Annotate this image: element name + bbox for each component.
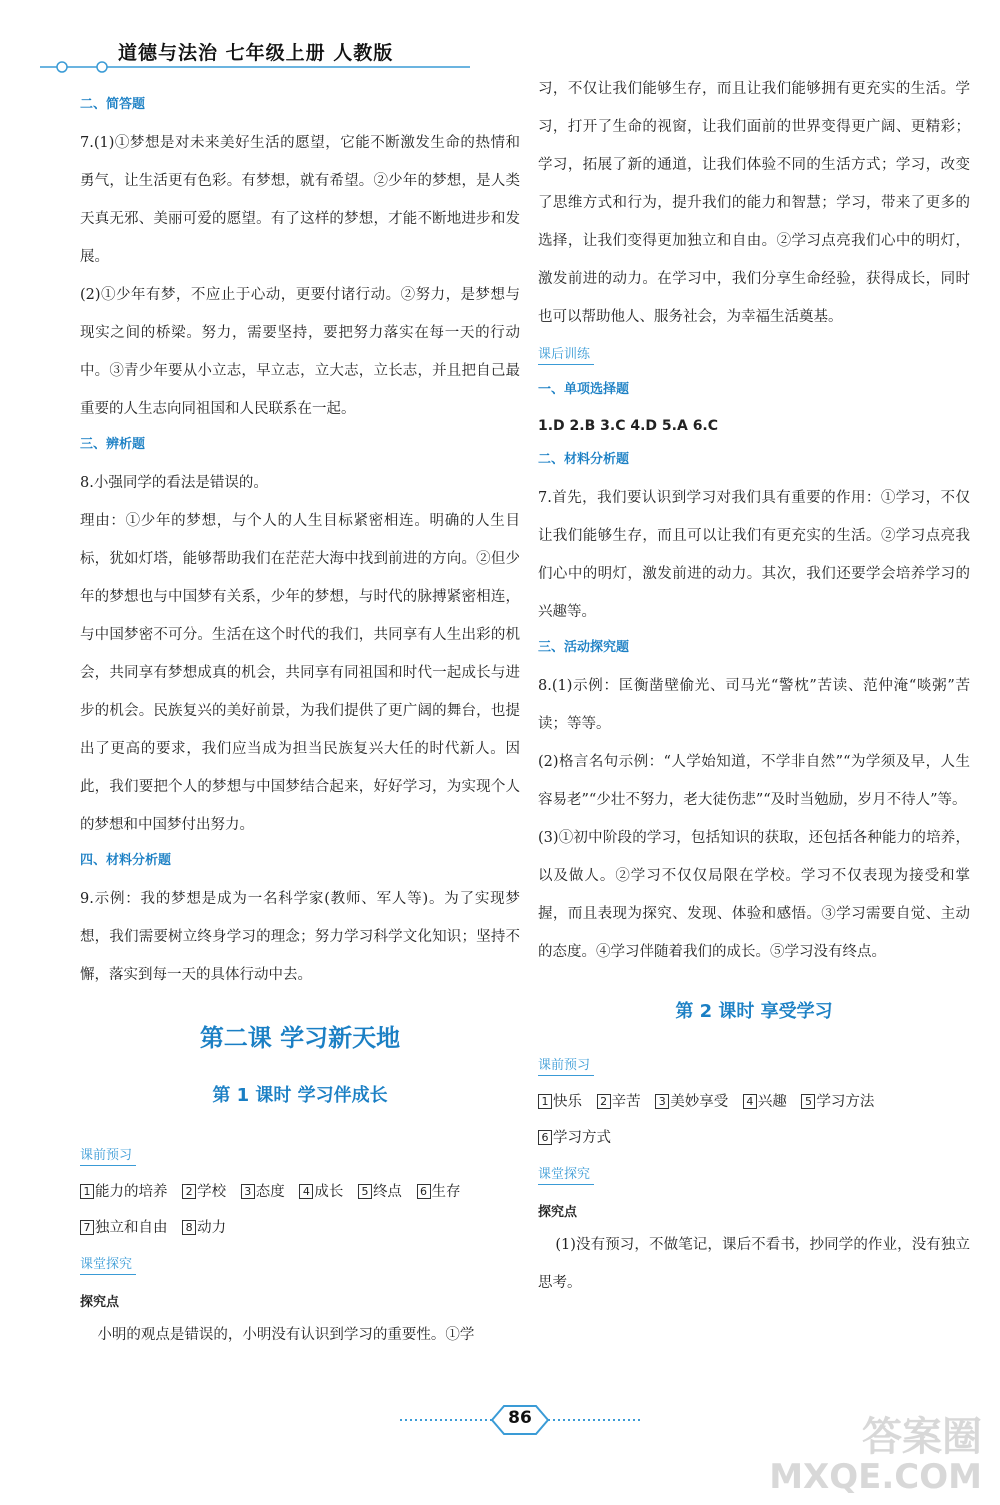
preview-item: 7 独立和自由 <box>80 1220 168 1236</box>
answer-8-1: 8.(1)示例：匡衡凿壁偷光、司马光“警枕”苦读、范仲淹“啖粥”苦读；等等。 <box>538 678 970 732</box>
preview-label: 课前预习 <box>538 1057 594 1076</box>
explore-answer-cont: 习，不仅让我们能够生存，而且让我们能够拥有更充实的生活。学习，打开了生命的视窗，让我们面前的世界变得更广阔、更精彩；学习，拓展了新的通道，让我们体验不同的生活方式；学习，改变了思维方式和行为，提升我们的能力和智慧；学习，带来了更多的选择，让我们变得更加独立和自由。②学习点亮我们心中的明灯，激发前进的动力。在学习中，我们分享生命经验，获得成长，同时也可以帮助他人、服务社会，为幸福生活奠基。 <box>538 81 970 325</box>
answer-7-1: 7.(1)①梦想是对未来美好生活的愿望，它能不断激发生命的热情和勇气，让生活更有色彩。有梦想，就有希望。②少年的梦想，是人类天真无邪、美丽可爱的愿望。有了这样的梦想，才能不断地进步和发展。 <box>80 135 520 265</box>
section-heading: 三、辨析题 <box>80 437 146 452</box>
preview-item: 6 生存 <box>417 1184 461 1200</box>
explore-answer: 小明的观点是错误的，小明没有认识到学习的重要性。①学 <box>97 1327 475 1343</box>
watermark: 答案圈 MXQE.COM <box>769 1414 982 1497</box>
preview-item: 1 快乐 <box>538 1094 582 1110</box>
preview-item: 8 动力 <box>182 1220 226 1236</box>
preview-item: 6 学习方式 <box>538 1130 611 1146</box>
answer-8-3: (3)①初中阶段的学习，包括知识的获取，还包括各种能力的培养，以及做人。②学习不仅仅局限在学校。学习不仅表现为接受和掌握，而且表现为探究、发现、体验和感悟。③学习需要自觉、主动的态度。④学习伴随着我们的成长。⑤学习没有终点。 <box>538 830 970 960</box>
answer-8: 8.小强同学的看法是错误的。 <box>80 475 268 491</box>
period-title: 第 1 课时 学习伴成长 <box>212 1085 388 1106</box>
answer-7: 7.首先，我们要认识到学习对我们具有重要的作用：①学习，不仅让我们能够生存，而且可以让我们有更充实的生活。②学习点亮我们心中的明灯，激发前进的动力。其次，我们还要学会培养学习的兴趣等。 <box>538 490 970 620</box>
header-rule <box>40 60 480 74</box>
section-heading: 二、材料分析题 <box>538 452 630 467</box>
header-title: 道德与法治 七年级上册 人教版 <box>118 42 394 64</box>
after-class-label: 课后训练 <box>538 346 594 365</box>
lesson-title: 第二课 学习新天地 <box>199 1024 401 1052</box>
preview-item: 5 学习方法 <box>801 1094 874 1110</box>
page-number-badge <box>400 1400 600 1440</box>
explore-answer: (1)没有预习，不做笔记，课后不看书，抄同学的作业，没有独立思考。 <box>538 1237 970 1291</box>
preview-item: 3 态度 <box>241 1184 285 1200</box>
preview-label: 课前预习 <box>80 1147 136 1166</box>
preview-item: 2 辛苦 <box>597 1094 641 1110</box>
left-column <box>80 88 520 1354</box>
preview-item: 1 能力的培养 <box>80 1184 168 1200</box>
preview-item: 5 终点 <box>358 1184 402 1200</box>
choice-answers: 1.D 2.B 3.C 4.D 5.A 6.C <box>538 418 719 434</box>
section-heading: 三、活动探究题 <box>538 640 630 655</box>
right-column <box>538 81 970 1302</box>
answer-7-2: (2)①少年有梦，不应止于心动，更要付诸行动。②努力，是梦想与现实之间的桥梁。努力，需要坚持，要把努力落实在每一天的行动中。③青少年要从小立志，早立志，立大志，立长志，并且把自己最重要的人生志向同祖国和人民联系在一起。 <box>80 287 520 417</box>
explore-label: 课堂探究 <box>538 1166 594 1185</box>
preview-answers <box>538 1084 970 1156</box>
preview-answers <box>80 1174 520 1246</box>
page-number: 86 <box>508 1408 532 1428</box>
answer-9: 9.示例：我的梦想是成为一名科学家(教师、军人等)。为了实现梦想，我们需要树立终身学习的理念；努力学习科学文化知识；坚持不懈，落实到每一天的具体行动中去。 <box>80 891 520 983</box>
preview-item: 4 兴趣 <box>743 1094 787 1110</box>
preview-item: 4 成长 <box>299 1184 343 1200</box>
section-heading: 四、材料分析题 <box>80 853 172 868</box>
answer-8-2: (2)格言名句示例：“人学始知道，不学非自然”“为学须及早，人生容易老”“少壮不努力，老大徒伤悲”“及时当勉励，岁月不待人”等。 <box>538 754 970 808</box>
explore-point-tag: 探究点 <box>80 1295 120 1310</box>
explore-point-tag: 探究点 <box>538 1205 578 1220</box>
running-header <box>40 30 480 80</box>
preview-item: 2 学校 <box>182 1184 226 1200</box>
answer-8-reason: 理由：①少年的梦想，与个人的人生目标紧密相连。明确的人生目标，犹如灯塔，能够帮助我们在茫茫大海中找到前进的方向。②但少年的梦想也与中国梦有关系，少年的梦想，与时代的脉搏紧密相连，与中国梦密不可分。生活在这个时代的我们，共同享有人生出彩的机会，共同享有梦想成真的机会，共同享有同祖国和时代一起成长与进步的机会。民族复兴的美好前景，为我们提供了更广阔的舞台，也提出了更高的要求，我们应当成为担当民族复兴大任的时代新人。因此，我们要把个人的梦想与中国梦结合起来，好好学习，为实现个人的梦想和中国梦付出努力。 <box>80 513 520 833</box>
preview-item: 3 美妙享受 <box>655 1094 728 1110</box>
section-heading: 一、单项选择题 <box>538 382 630 397</box>
explore-label: 课堂探究 <box>80 1256 136 1275</box>
section-heading: 二、简答题 <box>80 97 146 112</box>
period-title: 第 2 课时 享受学习 <box>675 1001 833 1022</box>
